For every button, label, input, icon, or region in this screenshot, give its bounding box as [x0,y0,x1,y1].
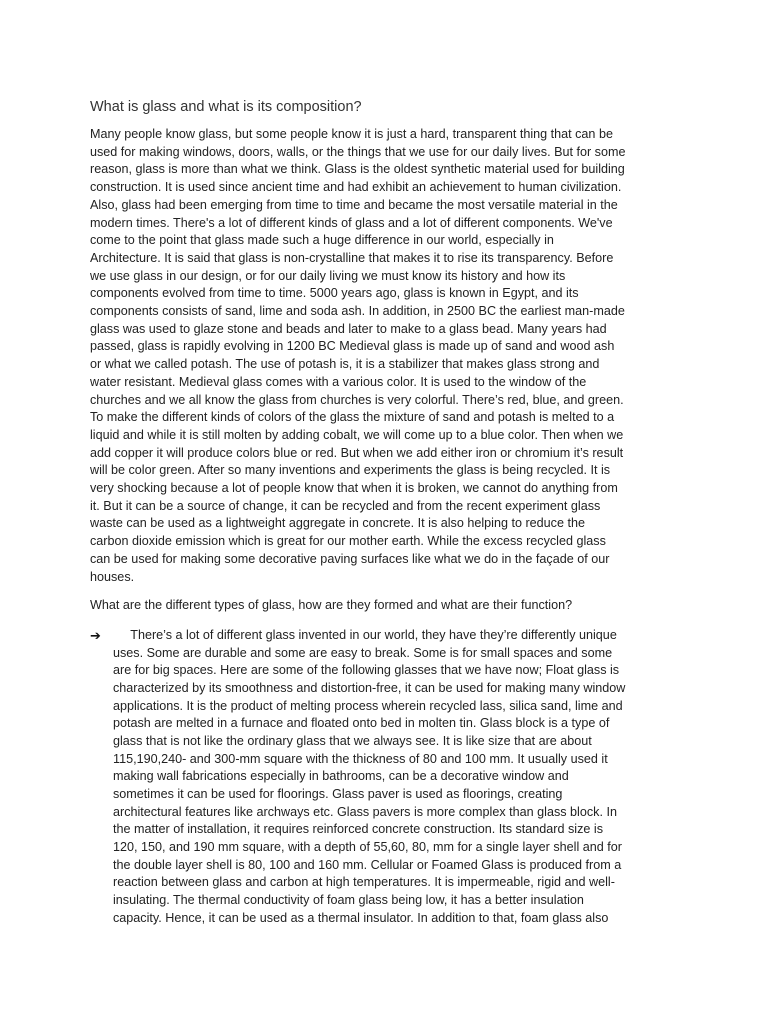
bullet-line: glass that is not like the ordinary glass that we always see. It is like size that are about [113,733,592,748]
paragraph-line: waste can be used as a lightweight aggregate in concrete. It is also helping to reduce the [90,516,585,531]
paragraph-line: can be used for making some decorative paving surfaces like what we do in the façade of our [90,551,610,566]
bullet-line: capacity. Hence, it can be used as a thermal insulator. In addition to that, foam glass also [113,910,609,925]
paragraph-line: Architecture. It is said that glass is non-crystalline that makes it to rise its transparency. Before [90,250,614,265]
paragraph-line: add copper it will produce colors blue or red. But when we add either iron or chromium it’s result [90,445,624,460]
paragraph-line: components consists of sand, lime and soda ash. In addition, in 2500 BC the earliest man-made [90,304,625,319]
paragraph-line: come to the point that glass made such a huge difference in our world, especially in [90,233,554,248]
bullet-line: the double layer shell is 80, 100 and 160 mm. Cellular or Foamed Glass is produced from a [113,857,622,872]
arrow-bullet-icon: ➔ [90,628,101,643]
paragraph-line: construction. It is used since ancient time and had exhibit an achievement to human civilization. [90,180,622,195]
paragraph-line: modern times. There's a lot of different kinds of glass and a lot of different components. We've [90,215,613,230]
paragraph-line: used for making windows, doors, walls, or the things that we use for our daily lives. But for some [90,144,626,159]
paragraph-line: glass was used to glaze stone and beads and later to make to a glass bead. Many years had [90,321,607,336]
paragraph-line: components evolved from time to time. 5000 years ago, glass is known in Egypt, and its [90,286,579,301]
bullet-line: uses. Some are durable and some are easy to break. Some is for small spaces and some [113,645,613,660]
bullet-line: applications. It is the product of melting process wherein recycled lass, silica sand, lime and [113,698,623,713]
bullet-line: 115,190,240- and 300-mm square with the thickness of 80 and 100 mm. It usually used it [113,751,608,766]
paragraph-line: liquid and while it is still molten by adding cobalt, we will come up to a blue color. Then when we [90,427,624,442]
section-heading: What is glass and what is its composition? [90,99,362,115]
paragraph-line: To make the different kinds of colors of the glass the mixture of sand and potash is melted to a [90,410,615,425]
bullet-line: insulating. The thermal conductivity of foam glass being low, it has a better insulation [113,892,584,907]
paragraph-line: carbon dioxide emission which is great for our mother earth. While the excess recycled glass [90,534,606,549]
paragraph-line: Many people know glass, but some people know it is just a hard, transparent thing that can be [90,127,613,141]
section-subheading: What are the different types of glass, how are they formed and what are their function? [90,598,573,612]
paragraph-line: will be color green. After so many inventions and experiments the glass is being recycled. It is [90,463,611,478]
bullet-line: reaction between glass and carbon at high temperatures. It is impermeable, rigid and well- [113,875,615,890]
paragraph-line: Also, glass had been emerging from time to time and became the most versatile material in the [90,197,618,212]
paragraph-line: we use glass in our design, or for our daily living we must know its history and how its [90,268,566,283]
bullet-line: sometimes it can be used for floorings. Glass paver is used as floorings, creating [113,786,563,801]
paragraph-line: water resistant. Medieval glass comes with a various color. It is used to the window of the [90,374,587,389]
bullet-line: are for big spaces. Here are some of the following glasses that we have now; Float glass is [113,663,620,678]
bullet-line: potash are melted in a furnace and floated onto bed in molten tin. Glass block is a type of [113,716,610,731]
bullet-line: architectural features like archways etc. Glass pavers is more complex than glass block. In [113,804,617,819]
body-paragraph [90,126,690,586]
paragraph-line: it. But it can be a source of change, it can be recycled and from the recent experiment glass [90,498,601,513]
paragraph-line: churches and we all know the glass from churches is very colorful. There’s red, blue, and green. [90,392,624,407]
bullet-line: 120, 150, and 190 mm square, with a depth of 55,60, 80, mm for a single layer shell and for [113,839,622,854]
paragraph-line: houses. [90,569,135,584]
bullet-line: the matter of installation, it requires reinforced concrete construction. Its standard size is [113,822,603,837]
paragraph-line: reason, glass is more than what we think. Glass is the oldest synthetic material used for building [90,162,625,177]
bullet-line: characterized by its smoothness and distortion-free, it can be used for making many window [113,680,626,695]
bullet-line: making wall fabrications especially in bathrooms, can be a decorative window and [113,769,569,784]
paragraph-line: or what we called potash. The use of potash is, it is a stabilizer that makes glass strong and [90,357,600,372]
bullet-paragraph [113,627,693,927]
paragraph-line: very shocking because a lot of people know that when it is broken, we cannot do anything from [90,481,618,496]
paragraph-line: passed, glass is rapidly evolving in 1200 BC Medieval glass is made up of sand and wood ash [90,339,615,354]
bullet-line: There’s a lot of different glass invented in our world, they have they’re differently unique [113,628,617,642]
